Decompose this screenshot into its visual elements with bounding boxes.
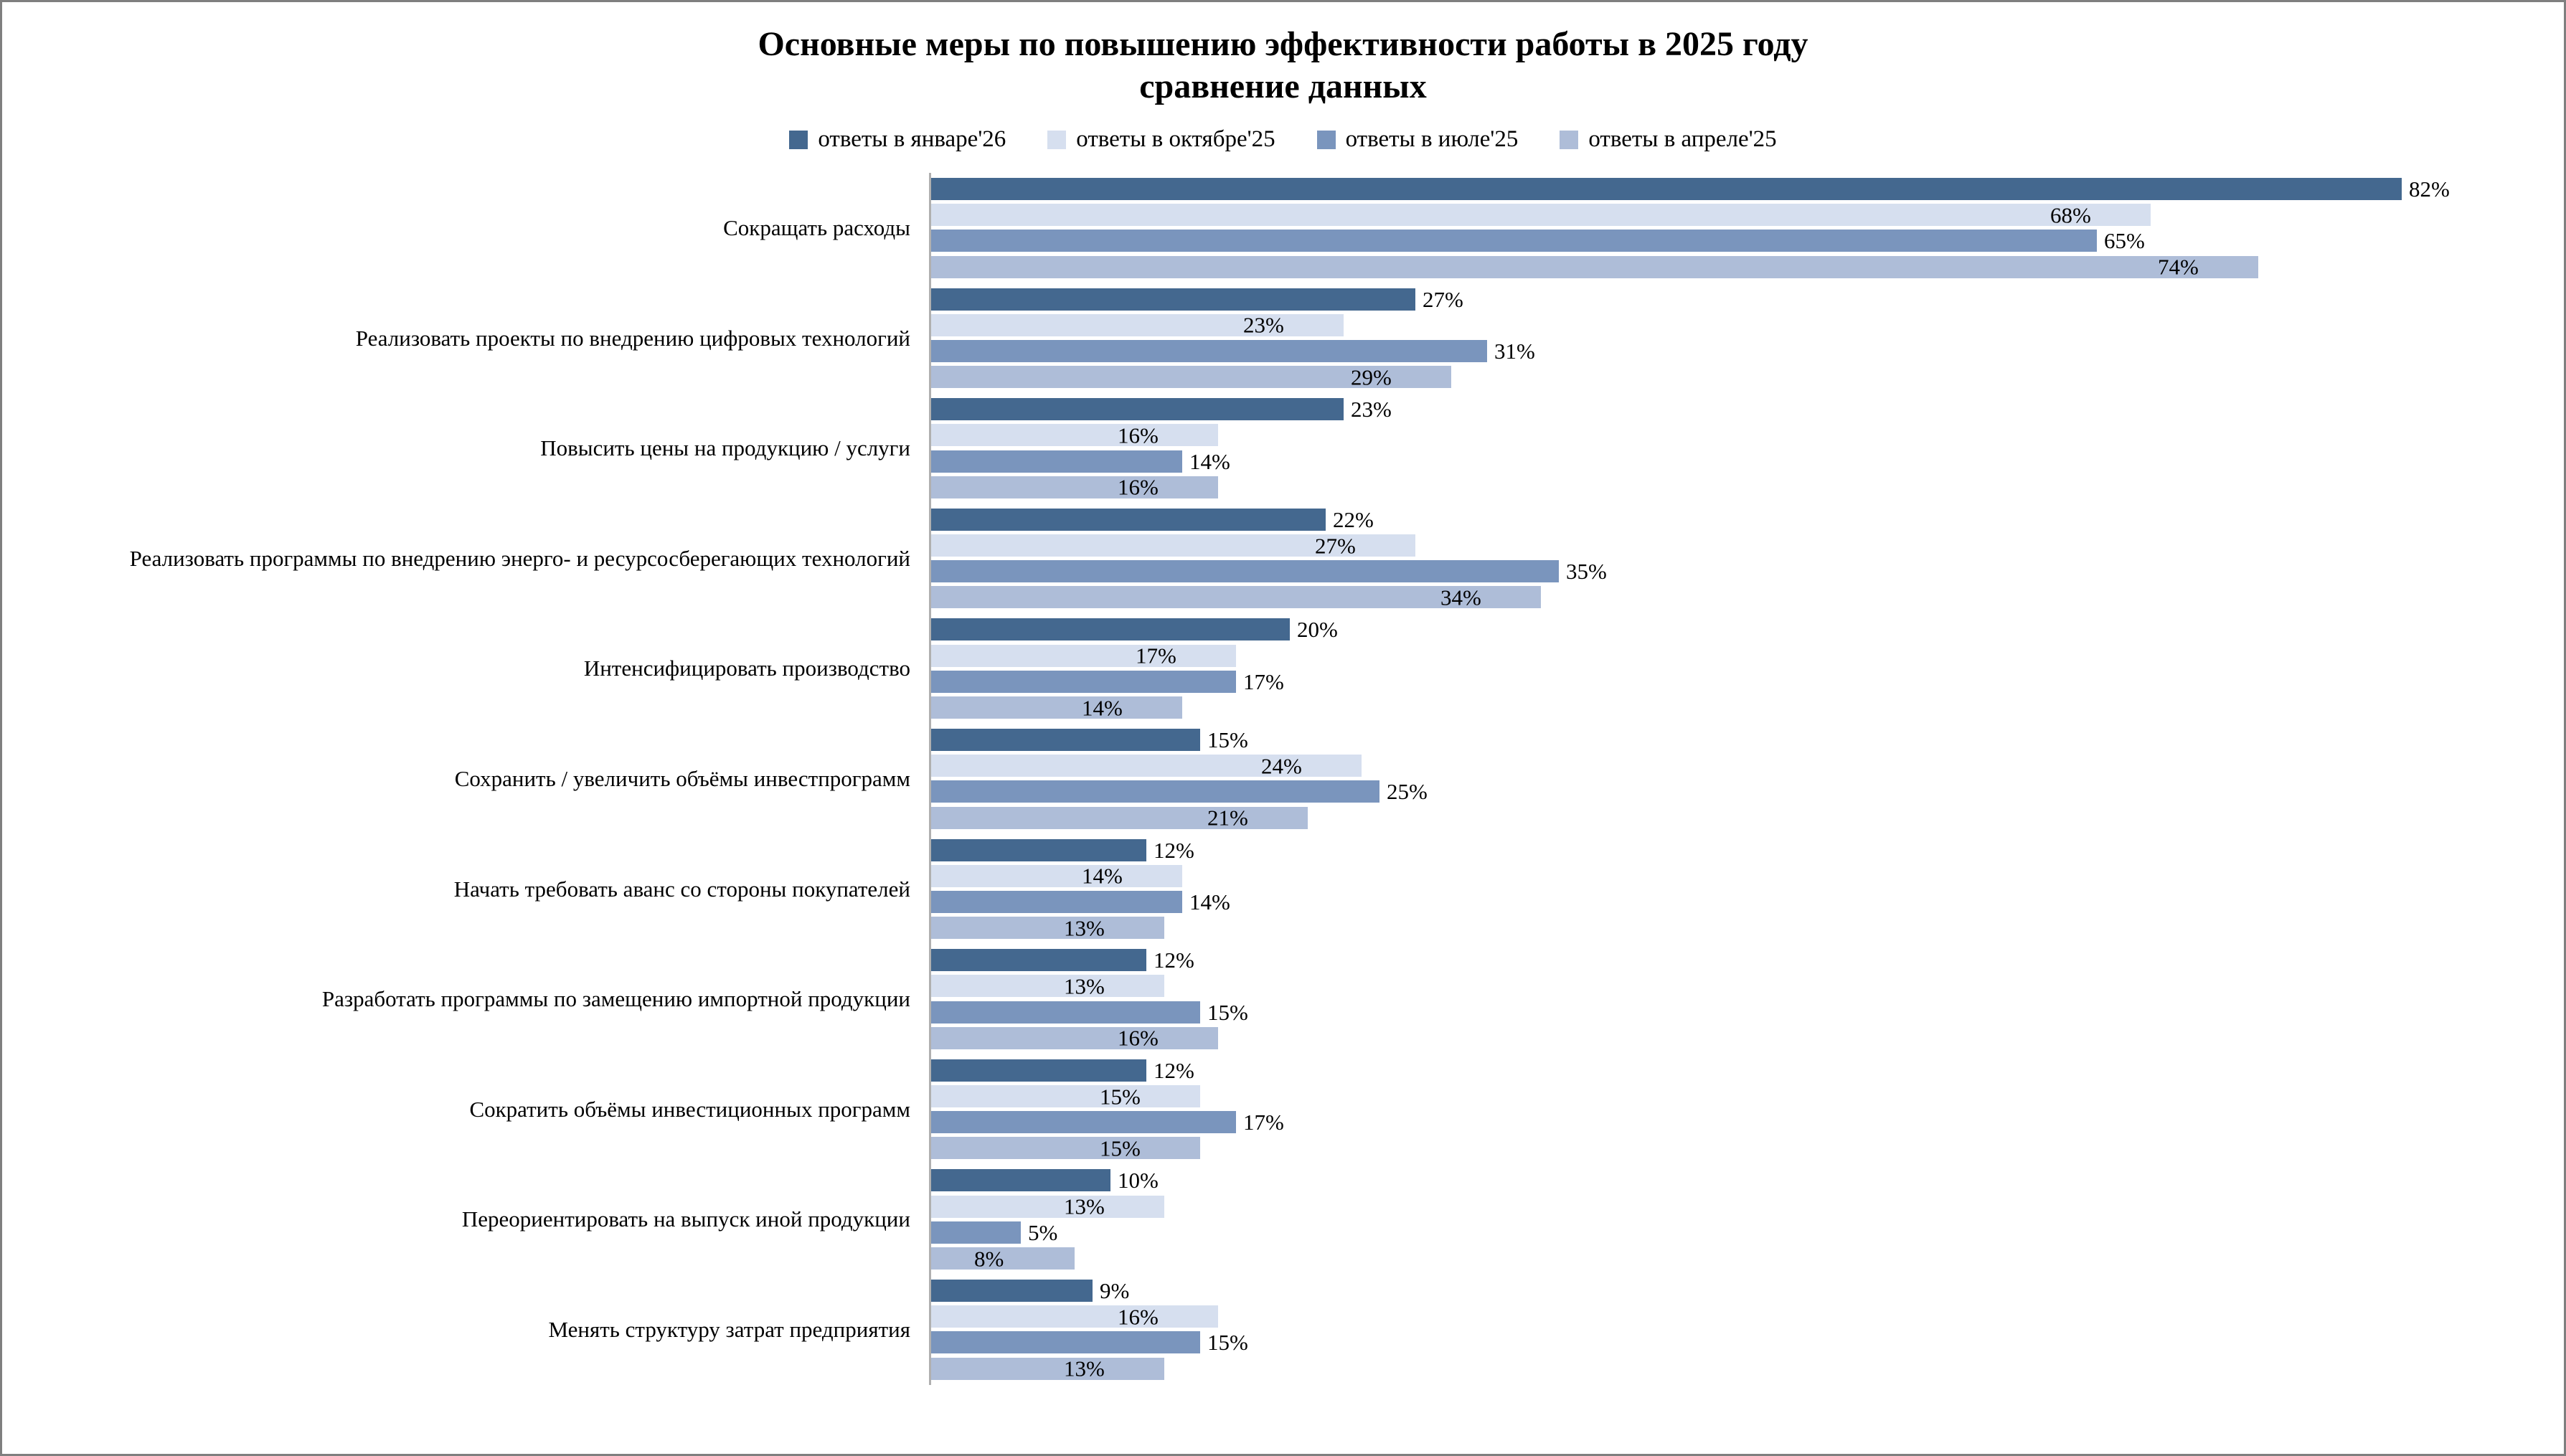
chart-title-line1: Основные меры по повышению эффективности работы в 2025 году bbox=[758, 25, 1808, 63]
category-bars bbox=[920, 1164, 2564, 1275]
legend-swatch-icon bbox=[1560, 131, 1578, 149]
category-bars bbox=[920, 724, 2564, 834]
bar-value-label: 15% bbox=[1100, 1135, 1141, 1161]
category-bars bbox=[920, 1054, 2564, 1165]
legend-swatch-icon bbox=[1047, 131, 1066, 149]
bar-rect[interactable] bbox=[931, 1358, 1164, 1380]
bar-value-label: 68% bbox=[2050, 202, 2091, 228]
bar-item[interactable] bbox=[931, 288, 2564, 311]
bar-value-label: 12% bbox=[1154, 947, 1194, 973]
category-label: Сохранить / увеличить объёмы инвестпрограмм bbox=[454, 766, 910, 792]
bar-value-label: 23% bbox=[1351, 397, 1392, 422]
bar-rect[interactable] bbox=[931, 618, 1290, 640]
category-label: Разработать программы по замещению импортной продукции bbox=[321, 986, 910, 1012]
bar-rect[interactable] bbox=[931, 509, 1326, 531]
legend-item[interactable] bbox=[1317, 126, 1519, 153]
category-label: Интенсифицировать производство bbox=[583, 656, 910, 681]
category-bars bbox=[920, 944, 2564, 1054]
category-bars bbox=[920, 613, 2564, 724]
bar-value-label: 34% bbox=[1440, 585, 1481, 610]
chart-title bbox=[2, 24, 2564, 108]
bar-value-label: 12% bbox=[1154, 1057, 1194, 1083]
bar-item[interactable] bbox=[931, 668, 2564, 694]
category-label: Реализовать проекты по внедрению цифровых технологий bbox=[355, 325, 910, 351]
bar-rect[interactable] bbox=[931, 178, 2402, 200]
category-bars bbox=[920, 393, 2564, 504]
category-bars bbox=[920, 1275, 2564, 1385]
bar-rect[interactable] bbox=[931, 1193, 1164, 1219]
chart-category-row bbox=[2, 173, 2564, 283]
bar-value-label: 16% bbox=[1118, 422, 1159, 448]
bar-rect[interactable] bbox=[931, 1137, 1200, 1159]
bar-item[interactable] bbox=[931, 729, 2564, 751]
chart-legend bbox=[2, 126, 2564, 153]
bar-item[interactable] bbox=[931, 917, 2564, 939]
bar-value-label: 29% bbox=[1351, 364, 1392, 390]
bar-item[interactable] bbox=[931, 1059, 2564, 1082]
bar-rect[interactable] bbox=[931, 340, 1487, 362]
chart-category-row bbox=[2, 944, 2564, 1054]
bar-item[interactable] bbox=[931, 476, 2564, 498]
bar-rect[interactable] bbox=[931, 476, 1218, 498]
category-label: Сократить объёмы инвестиционных программ bbox=[469, 1096, 910, 1122]
bar-item[interactable] bbox=[931, 975, 2564, 997]
legend-swatch-icon bbox=[1317, 131, 1336, 149]
bar-value-label: 16% bbox=[1118, 1304, 1159, 1330]
bar-value-label: 27% bbox=[1315, 533, 1356, 559]
bar-item[interactable] bbox=[931, 1137, 2564, 1159]
bar-item[interactable] bbox=[931, 559, 2564, 585]
bar-rect[interactable] bbox=[931, 256, 2258, 278]
chart-category-row bbox=[2, 613, 2564, 724]
bar-value-label: 14% bbox=[1189, 889, 1230, 915]
bar-value-label: 65% bbox=[2104, 228, 2145, 254]
bar-value-label: 14% bbox=[1082, 695, 1123, 721]
bar-value-label: 15% bbox=[1207, 999, 1248, 1025]
bar-item[interactable] bbox=[931, 586, 2564, 608]
bar-rect[interactable] bbox=[931, 230, 2097, 252]
bar-rect[interactable] bbox=[931, 1001, 1200, 1024]
chart-category-row bbox=[2, 1275, 2564, 1385]
bar-value-label: 14% bbox=[1082, 863, 1123, 889]
bar-item[interactable] bbox=[931, 506, 2564, 532]
chart-category-row bbox=[2, 724, 2564, 834]
bar-value-label: 22% bbox=[1333, 506, 1374, 532]
bar-rect[interactable] bbox=[931, 780, 1379, 803]
bar-item[interactable] bbox=[931, 204, 2564, 226]
bar-value-label: 20% bbox=[1297, 617, 1338, 643]
bar-rect[interactable] bbox=[931, 975, 1164, 997]
bar-item[interactable] bbox=[931, 949, 2564, 971]
bar-value-label: 74% bbox=[2158, 254, 2199, 280]
bar-value-label: 27% bbox=[1423, 286, 1463, 312]
bar-value-label: 16% bbox=[1118, 474, 1159, 500]
bar-rect[interactable] bbox=[931, 917, 1164, 939]
bar-value-label: 82% bbox=[2409, 176, 2450, 202]
bar-item[interactable] bbox=[931, 807, 2564, 829]
bar-rect[interactable] bbox=[931, 671, 1236, 693]
bar-value-label: 17% bbox=[1136, 643, 1176, 668]
bar-rows bbox=[2, 173, 2564, 1385]
legend-item[interactable] bbox=[1560, 126, 1776, 153]
bar-rect[interactable] bbox=[931, 1027, 1218, 1049]
bar-value-label: 13% bbox=[1064, 915, 1105, 941]
category-label: Переориентировать на выпуск иной продукции bbox=[461, 1206, 910, 1232]
bar-item[interactable] bbox=[931, 1084, 2564, 1110]
bar-item[interactable] bbox=[931, 1169, 2564, 1191]
bar-item[interactable] bbox=[931, 891, 2564, 913]
bar-rect[interactable] bbox=[931, 1084, 1200, 1110]
bar-value-label: 8% bbox=[974, 1246, 1004, 1272]
bar-rect[interactable] bbox=[931, 645, 1236, 667]
chart-category-row bbox=[2, 1164, 2564, 1275]
bar-rect[interactable] bbox=[931, 1331, 1200, 1353]
bar-rect[interactable] bbox=[931, 424, 1218, 446]
bar-item[interactable] bbox=[931, 230, 2564, 252]
category-label: Сокращать расходы bbox=[723, 215, 910, 241]
bar-rect[interactable] bbox=[931, 204, 2151, 226]
category-bars bbox=[920, 173, 2564, 283]
bar-item[interactable] bbox=[931, 178, 2564, 200]
chart-category-row bbox=[2, 504, 2564, 614]
bar-item[interactable] bbox=[931, 398, 2564, 420]
bar-rect[interactable] bbox=[931, 1280, 1093, 1302]
bar-rect[interactable] bbox=[931, 450, 1182, 473]
category-label: Повысить цены на продукцию / услуги bbox=[540, 435, 910, 461]
bar-value-label: 9% bbox=[1100, 1278, 1130, 1304]
bar-value-label: 24% bbox=[1261, 753, 1302, 779]
legend-label: ответы в январе'26 bbox=[818, 126, 1006, 153]
bar-value-label: 17% bbox=[1243, 1110, 1284, 1135]
category-label: Реализовать программы по внедрению энерго- и ресурсосберегающих технологий bbox=[129, 545, 910, 571]
bar-item[interactable] bbox=[931, 1193, 2564, 1219]
bar-item[interactable] bbox=[931, 314, 2564, 336]
bar-value-label: 10% bbox=[1118, 1168, 1159, 1193]
bar-item[interactable] bbox=[931, 1247, 2564, 1270]
bar-value-label: 16% bbox=[1118, 1025, 1159, 1051]
chart-category-row bbox=[2, 1054, 2564, 1165]
legend-label: ответы в апреле'25 bbox=[1588, 126, 1777, 153]
category-label: Начать требовать аванс со стороны покупателей bbox=[453, 876, 910, 902]
bar-rect[interactable] bbox=[931, 696, 1182, 719]
chart-category-row bbox=[2, 834, 2564, 945]
legend-label: ответы в октябре'25 bbox=[1076, 126, 1275, 153]
bar-value-label: 25% bbox=[1387, 779, 1428, 805]
bar-rect[interactable] bbox=[931, 839, 1146, 861]
legend-item[interactable] bbox=[789, 126, 1006, 153]
bar-rect[interactable] bbox=[931, 729, 1200, 751]
bar-item[interactable] bbox=[931, 1111, 2564, 1133]
bar-item[interactable] bbox=[931, 780, 2564, 803]
legend-label: ответы в июле'25 bbox=[1345, 126, 1519, 153]
bar-rect[interactable] bbox=[931, 1221, 1021, 1244]
bar-rect[interactable] bbox=[931, 1111, 1236, 1133]
bar-value-label: 13% bbox=[1064, 973, 1105, 999]
bar-item[interactable] bbox=[931, 1330, 2564, 1356]
bar-item[interactable] bbox=[931, 1221, 2564, 1244]
bar-rect[interactable] bbox=[931, 1169, 1110, 1191]
bar-value-label: 13% bbox=[1064, 1356, 1105, 1381]
bar-rect[interactable] bbox=[931, 865, 1182, 887]
bar-value-label: 21% bbox=[1207, 805, 1248, 831]
bar-value-label: 5% bbox=[1028, 1219, 1058, 1245]
bar-rect[interactable] bbox=[931, 891, 1182, 913]
bar-item[interactable] bbox=[931, 1305, 2564, 1328]
bar-item[interactable] bbox=[931, 1001, 2564, 1024]
category-bars bbox=[920, 834, 2564, 945]
bar-value-label: 15% bbox=[1207, 1330, 1248, 1356]
bar-item[interactable] bbox=[931, 645, 2564, 667]
bar-item[interactable] bbox=[931, 839, 2564, 861]
bar-item[interactable] bbox=[931, 256, 2564, 278]
category-bars bbox=[920, 504, 2564, 614]
chart-category-row bbox=[2, 393, 2564, 504]
bar-rect[interactable] bbox=[931, 560, 1559, 582]
bar-item[interactable] bbox=[931, 617, 2564, 643]
bar-item[interactable] bbox=[931, 1027, 2564, 1049]
legend-swatch-icon bbox=[789, 131, 808, 149]
bar-value-label: 12% bbox=[1154, 837, 1194, 863]
bar-item[interactable] bbox=[931, 1280, 2564, 1302]
bar-item[interactable] bbox=[931, 1358, 2564, 1380]
bar-value-label: 13% bbox=[1064, 1193, 1105, 1219]
bar-item[interactable] bbox=[931, 534, 2564, 557]
bar-item[interactable] bbox=[931, 340, 2564, 362]
bar-value-label: 15% bbox=[1207, 727, 1248, 753]
category-bars bbox=[920, 283, 2564, 394]
legend-item[interactable] bbox=[1047, 126, 1275, 153]
bar-item[interactable] bbox=[931, 366, 2564, 388]
bar-item[interactable] bbox=[931, 424, 2564, 446]
bar-value-label: 35% bbox=[1566, 559, 1607, 585]
bar-item[interactable] bbox=[931, 865, 2564, 887]
chart-subtitle: сравнение данных bbox=[1139, 67, 1427, 105]
category-label: Менять структуру затрат предприятия bbox=[548, 1317, 910, 1342]
plot-area bbox=[2, 173, 2564, 1385]
bar-rect[interactable] bbox=[931, 807, 1308, 829]
bar-value-label: 14% bbox=[1189, 448, 1230, 474]
bar-rect[interactable] bbox=[931, 398, 1344, 420]
bar-item[interactable] bbox=[931, 755, 2564, 777]
bar-rect[interactable] bbox=[931, 949, 1146, 971]
chart-category-row bbox=[2, 283, 2564, 394]
bar-value-label: 17% bbox=[1243, 668, 1284, 694]
bar-rect[interactable] bbox=[931, 288, 1415, 311]
bar-item[interactable] bbox=[931, 696, 2564, 719]
bar-value-label: 31% bbox=[1494, 339, 1535, 364]
bar-item[interactable] bbox=[931, 450, 2564, 473]
bar-value-label: 15% bbox=[1100, 1084, 1141, 1110]
bar-rect[interactable] bbox=[931, 1059, 1146, 1082]
bar-rect[interactable] bbox=[931, 1305, 1218, 1328]
bar-value-label: 23% bbox=[1243, 312, 1284, 338]
